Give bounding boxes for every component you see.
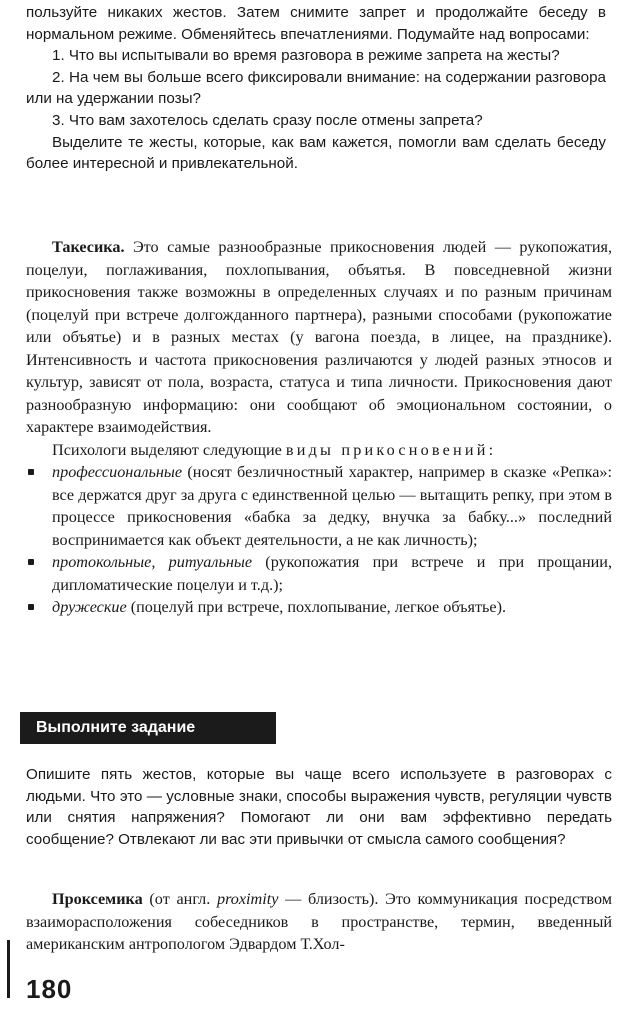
task-text: Опишите пять жестов, которые вы чаще всего используете в разговорах с людьми. Что это — условные знаки, способы выражения чувств, регуляции чувств или снятия напряжения? Помогают ли они вам эффективно передать сообщение? Отвлекают ли вас эти привычки от смысла самого сообщения? bbox=[26, 766, 612, 848]
list-item bbox=[26, 461, 612, 551]
list-item bbox=[26, 551, 612, 596]
page-number: 180 bbox=[26, 974, 73, 1004]
list-item bbox=[26, 596, 612, 619]
instructions-paragraph: пользуйте никаких жестов. Затем снимите запрет и продолжайте беседу в нормальном режиме. Обменяйтесь впечатлениями. Подумайте над вопросами: bbox=[26, 4, 606, 43]
takesika-section bbox=[26, 236, 612, 619]
instructions-closing: Выделите те жесты, которые, как вам кажется, помогли вам сделать беседу более интересной и привлекательной. bbox=[26, 133, 606, 173]
proxemics-section bbox=[26, 888, 612, 956]
type-name: протокольные, ритуальные bbox=[52, 553, 253, 571]
proxemics-pre: (от англ. bbox=[142, 890, 217, 908]
bullet-icon bbox=[28, 604, 34, 610]
takesika-text: Это самые разнообразные прикосновения людей — рукопожатия, поцелуи, поглаживания, похлопывания, объятья. В повседневной жизни прикосновения также возможны в определенных случаях и по разным причинам (поцелуй при встрече долгожданного партнера), разными способами (рукопожатие или объятье) и в разных местах (у вагона поезда, в лицее, на празднике). Интенсивность и частота прикосновения различаются у людей разных этносов и культур, зависят от пола, возраста, статуса и типа личности. Прикосновения дают разнообразную информацию: они сообщают об эмоциональном состоянии, о характере взаимодействия. bbox=[26, 238, 612, 436]
exercise-instructions bbox=[26, 2, 606, 175]
type-desc: (носят безличностный характер, например в сказке «Репка»: все держатся друг за друга с единственной целью — вытащить репку, при этом в процессе прикосновения «бабка за дедку, внучка за бабку...» последний воспринимается как объект деятельности, а не как личность); bbox=[52, 463, 612, 549]
proxemics-term: Проксемика bbox=[52, 890, 143, 908]
types-intro-line bbox=[26, 439, 612, 462]
takesika-term: Такесика. bbox=[52, 238, 125, 256]
task-header: Выполните задание bbox=[20, 712, 276, 744]
proxemics-paragraph bbox=[26, 888, 612, 956]
types-intro: Психологи выделяют следующие bbox=[52, 440, 282, 459]
type-name: профессиональные bbox=[52, 463, 183, 481]
takesika-paragraph bbox=[26, 236, 612, 439]
question-3: 3. Что вам захотелось сделать сразу после отмены запрета? bbox=[52, 111, 483, 129]
question-2: 2. На чем вы больше всего фиксировали внимание: на содержании разговора или на удержании позы? bbox=[26, 68, 606, 108]
margin-bar bbox=[7, 940, 10, 998]
type-name: дружеские bbox=[52, 598, 127, 616]
type-desc: (поцелуй при встрече, похлопывание, легкое объятье). bbox=[126, 598, 507, 616]
task-text-block bbox=[26, 764, 612, 850]
type-desc: (рукопожатия при встрече и при прощании, дипломатические поцелуи и т.д.); bbox=[52, 553, 612, 594]
proxemics-text: — близость). Это коммуникация посредством взаиморасположения собеседников в пространстве, термин, введенный американским антропологом Эдвардом Т.Хол- bbox=[26, 890, 612, 953]
touch-types-list bbox=[26, 461, 612, 619]
types-spaced: виды прикосновений: bbox=[285, 440, 497, 459]
proxemics-foreign: proximity bbox=[216, 890, 279, 908]
bullet-icon bbox=[28, 559, 34, 565]
bullet-icon bbox=[28, 469, 34, 475]
question-1: 1. Что вы испытывали во время разговора в режиме запрета на жесты? bbox=[52, 47, 560, 65]
